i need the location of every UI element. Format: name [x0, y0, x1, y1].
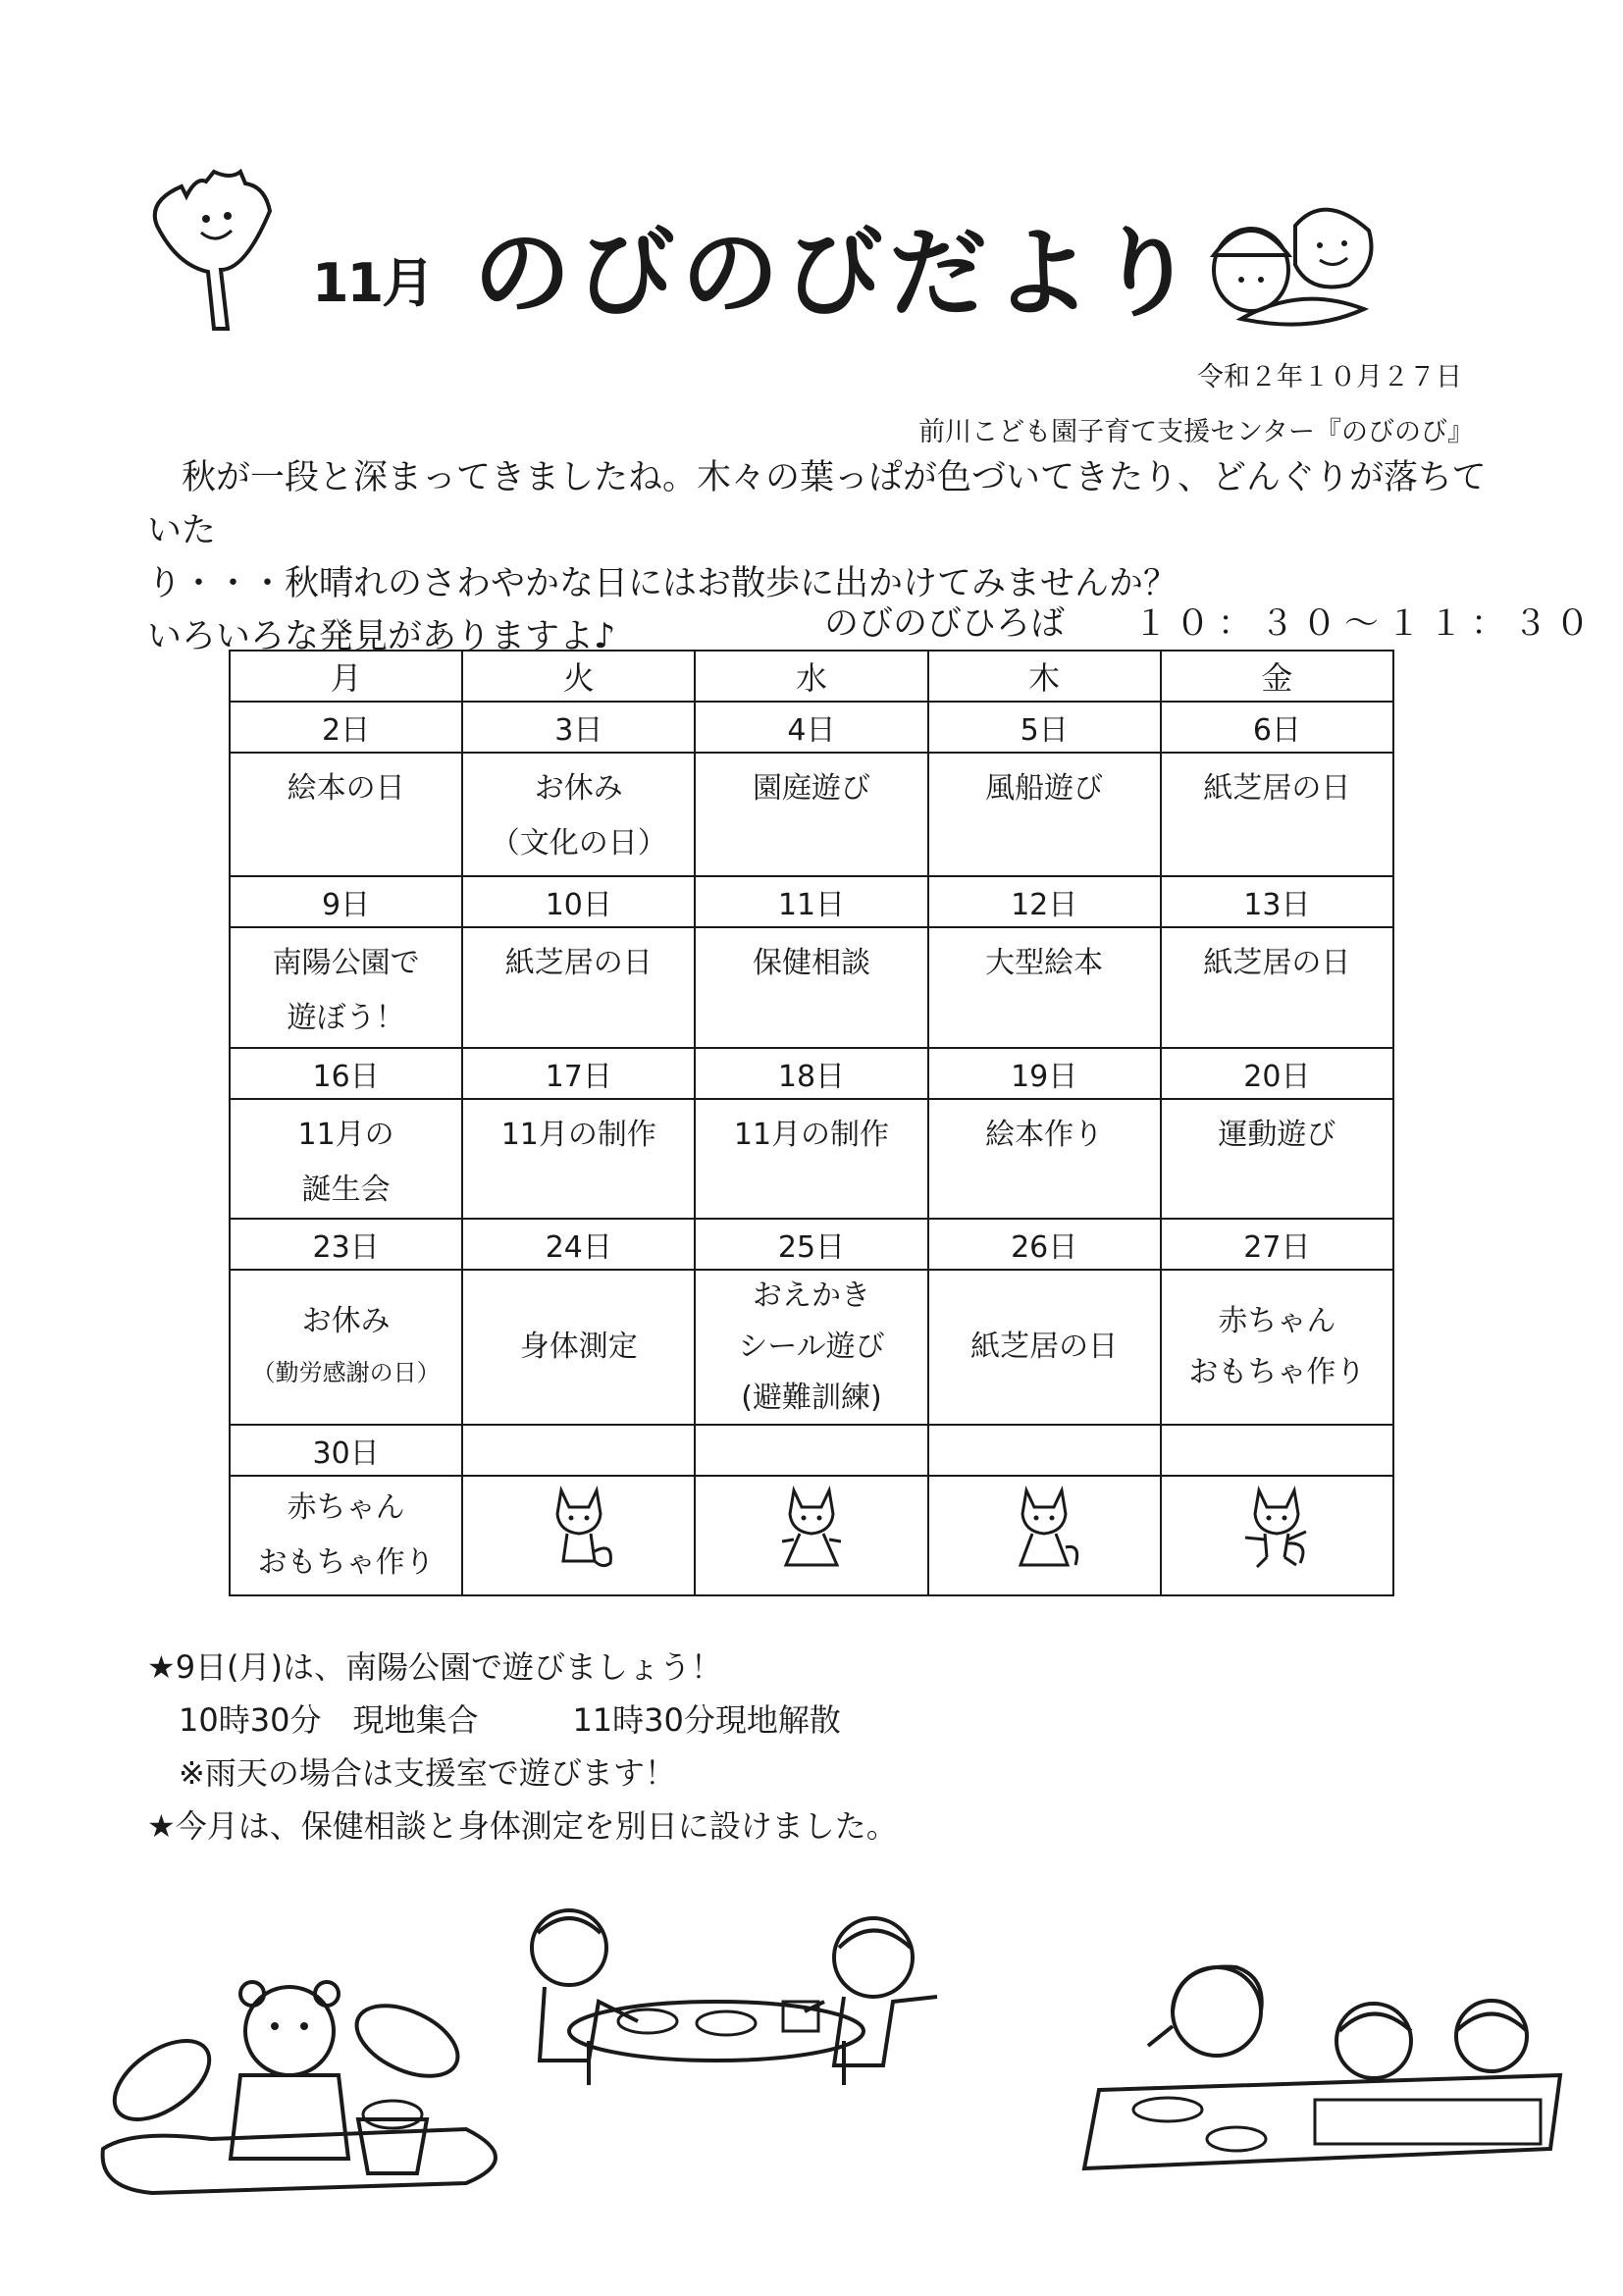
event-text: 紙芝居の日: [1203, 771, 1351, 806]
event-text: お休み: [301, 1304, 391, 1338]
event-text: おえかき シール遊び (避難訓練): [738, 1278, 885, 1415]
date-cell: 6日: [1161, 702, 1393, 753]
event-cell: [928, 1270, 1161, 1425]
intro-line: 秋が一段と深まってきましたね。木々の葉っぱが色づいてきたり、どんぐりが落ちていた: [147, 458, 1487, 550]
date-row: [230, 1219, 1393, 1270]
date-cell: 9日: [230, 876, 462, 927]
event-cell: [695, 1476, 927, 1595]
fox-icon: [772, 1483, 851, 1571]
date-cell: 10日: [462, 876, 695, 927]
date-row: [230, 702, 1393, 753]
event-cell: [1161, 1476, 1393, 1595]
date-cell: 30日: [230, 1425, 462, 1476]
event-cell: [1161, 753, 1393, 876]
event-cell: [928, 927, 1161, 1048]
event-cell: [695, 1099, 927, 1219]
weekday-header: 水: [695, 651, 927, 702]
date-cell: 11日: [695, 876, 927, 927]
event-text: 絵本の日: [287, 771, 405, 806]
event-text: 大型絵本: [985, 946, 1104, 980]
event-row: [230, 927, 1393, 1048]
event-cell: [928, 1099, 1161, 1219]
event-subtext: （勤労感謝の日）: [251, 1359, 441, 1386]
date-cell: 25日: [695, 1219, 927, 1270]
event-cell: [230, 753, 462, 876]
event-cell: [1161, 927, 1393, 1048]
title-month: 11月: [312, 252, 434, 314]
event-cell: [928, 1476, 1161, 1595]
date-cell: 4日: [695, 702, 927, 753]
event-text: 紙芝居の日: [970, 1330, 1119, 1364]
weekday-header: 木: [928, 651, 1161, 702]
event-cell: [462, 753, 695, 876]
event-text: 保健相談: [752, 946, 870, 980]
date-cell: [695, 1425, 927, 1476]
intro-line: いろいろな発見がありますよ♪: [147, 617, 616, 656]
open-hours: [824, 597, 1597, 646]
hours-label: のびのびひろば: [824, 604, 1066, 644]
date-cell: 17日: [462, 1048, 695, 1099]
event-text: 11月の制作: [500, 1118, 656, 1152]
date-cell: 26日: [928, 1219, 1161, 1270]
date-cell: 18日: [695, 1048, 927, 1099]
date-cell: 27日: [1161, 1219, 1393, 1270]
weekday-row: [230, 651, 1393, 702]
event-text: 園庭遊び: [752, 771, 870, 806]
event-cell: [230, 1476, 462, 1595]
event-cell: [928, 753, 1161, 876]
note-line: 10時30分 現地集合 11時30分現地解散: [147, 1701, 841, 1739]
event-text: 身体測定: [519, 1330, 638, 1364]
event-cell: [462, 1476, 695, 1595]
event-row: [230, 753, 1393, 876]
date-row: [230, 1048, 1393, 1099]
event-text: 運動遊び: [1218, 1118, 1336, 1152]
event-cell: [695, 1270, 927, 1425]
event-row: [230, 1099, 1393, 1219]
event-text: 南陽公園で 遊ぼう！: [272, 946, 420, 1035]
organization-name: 前川こども園子育て支援センター『のびのび』: [918, 417, 1474, 447]
event-text: 11月の制作: [733, 1118, 890, 1152]
fox-icon: [1005, 1483, 1083, 1571]
date-cell: 16日: [230, 1048, 462, 1099]
fox-icon: [540, 1483, 618, 1571]
date-row: [230, 876, 1393, 927]
ginkgo-leaf-icon: [137, 162, 285, 334]
date-row: [230, 1425, 1393, 1476]
event-row: [230, 1476, 1393, 1595]
date-cell: 24日: [462, 1219, 695, 1270]
children-table-icon: [491, 1904, 962, 2100]
event-cell: [462, 1099, 695, 1219]
note-line: ★今月は、保健相談と身体測定を別日に設けました。: [147, 1807, 898, 1845]
event-cell: [695, 753, 927, 876]
event-text: 紙芝居の日: [1203, 946, 1351, 980]
date-cell: 2日: [230, 702, 462, 753]
event-row: [230, 1270, 1393, 1425]
note-line: ★9日(月)は、南陽公園で遊びましょう！: [147, 1648, 723, 1686]
date-cell: 12日: [928, 876, 1161, 927]
event-cell: [695, 927, 927, 1048]
kids-cooking-icon: [1079, 1953, 1570, 2188]
acorn-chestnut-icon: [1202, 186, 1384, 334]
date-cell: [1161, 1425, 1393, 1476]
event-cell: [230, 1270, 462, 1425]
weekday-header: 火: [462, 651, 695, 702]
event-cell: [1161, 1099, 1393, 1219]
issue-date: 令和２年１０月２７日: [1197, 362, 1462, 392]
intro-line: り・・・秋晴れのさわやかな日にはお散歩に出かけてみませんか？: [147, 564, 1178, 603]
date-cell: 23日: [230, 1219, 462, 1270]
event-text: 11月の 誕生会: [297, 1118, 394, 1207]
notes-section: [147, 1641, 898, 1852]
date-cell: 19日: [928, 1048, 1161, 1099]
note-line: ※雨天の場合は支援室で遊びます！: [147, 1754, 676, 1792]
date-cell: [928, 1425, 1161, 1476]
event-text: 紙芝居の日: [504, 946, 653, 980]
date-cell: 3日: [462, 702, 695, 753]
fox-icon: [1237, 1483, 1316, 1571]
bear-picnic-icon: [93, 1972, 525, 2198]
event-text: 風船遊び: [985, 771, 1104, 806]
weekday-header: 月: [230, 651, 462, 702]
hours-time: １０：３０〜１１：３０: [1133, 604, 1598, 644]
date-cell: 20日: [1161, 1048, 1393, 1099]
date-cell: [462, 1425, 695, 1476]
event-cell: [1161, 1270, 1393, 1425]
weekday-header: 金: [1161, 651, 1393, 702]
event-cell: [462, 1270, 695, 1425]
event-text: 赤ちゃん おもちゃ作り: [257, 1490, 435, 1580]
page-title: のびのびだより: [473, 216, 1201, 331]
event-text: お休み （文化の日）: [490, 771, 667, 861]
event-text: 絵本作り: [985, 1118, 1104, 1152]
event-text: 赤ちゃん おもちゃ作り: [1188, 1304, 1366, 1389]
event-cell: [462, 927, 695, 1048]
date-cell: 13日: [1161, 876, 1393, 927]
event-cell: [230, 1099, 462, 1219]
date-cell: 5日: [928, 702, 1161, 753]
calendar-table: [229, 650, 1394, 1596]
event-cell: [230, 927, 462, 1048]
